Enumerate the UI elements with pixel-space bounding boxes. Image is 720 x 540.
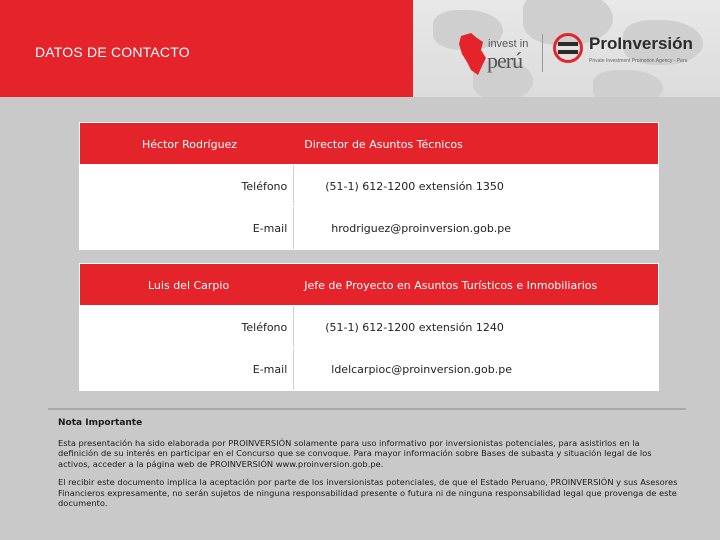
disclaimer-note: [58, 418, 678, 517]
email-row: [80, 348, 658, 390]
note-divider: [48, 408, 686, 410]
peru-map-icon: [457, 32, 489, 76]
phone-label: Teléfono: [241, 180, 288, 193]
contact-table-1: [79, 122, 659, 250]
proinversion-emblem-icon: [553, 33, 583, 63]
proinversion-logo: ProInversión Private Investment Promotion Agency - Peru: [551, 30, 716, 76]
email-label: E-mail: [252, 363, 288, 376]
logo-divider: [542, 34, 543, 72]
phone-label: Teléfono: [241, 321, 288, 334]
email-value[interactable]: hrodriguez@proinversion.gob.pe: [331, 222, 512, 235]
email-row: [80, 207, 658, 249]
slide-header: [0, 0, 720, 97]
contact-table-2: [79, 263, 659, 391]
phone-value: (51-1) 612-1200 extensión 1350: [325, 180, 504, 193]
page-title: DATOS DE CONTACTO: [35, 44, 190, 60]
note-title: Nota Importante: [58, 418, 143, 428]
note-paragraph-1: Esta presentación ha sido elaborada por PROINVERSIÓN solamente para uso informativo por inversionistas potenciales, para asistirlos en la definición de su interés en participar en el Concurso que se convoque. Para mayor información sobre Bases de subasta y situación legal de los activos, acceder a la página web de PROINVERSIÓN www.proinversion.gob.pe.: [58, 437, 652, 469]
contact-name: Héctor Rodríguez: [142, 138, 238, 151]
email-label: E-mail: [252, 222, 288, 235]
contact-header-row: [80, 123, 658, 165]
contact-header-row: [80, 264, 658, 306]
note-paragraph-2: El recibir este documento implica la aceptación por parte de los inversionistas potenciales, de que el Estado Peruano, PROINVERSIÓN y sus Asesores Financieros expresamente, no serán sujetos de ninguna responsabilidad presente o futura ni de ninguna responsabilidad legal que provenga de este documento.: [58, 477, 678, 508]
contact-role: Jefe de Proyecto en Asuntos Turísticos e Inmobiliarios: [304, 279, 598, 292]
phone-row: [80, 165, 658, 207]
email-value[interactable]: ldelcarpioc@proinversion.gob.pe: [331, 363, 513, 376]
contact-role: Director de Asuntos Técnicos: [304, 138, 463, 151]
invest-in-peru-logo: invest in perú: [457, 32, 537, 76]
phone-value: (51-1) 612-1200 extensión 1240: [325, 321, 504, 334]
contact-name: Luis del Carpio: [148, 279, 230, 292]
phone-row: [80, 306, 658, 348]
